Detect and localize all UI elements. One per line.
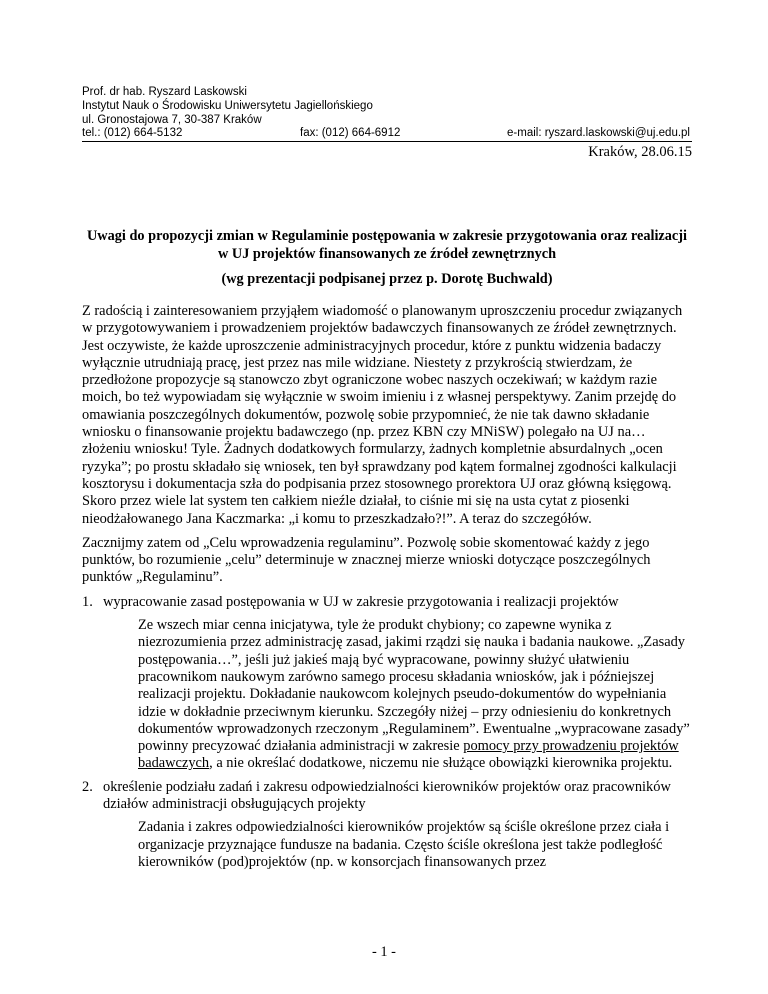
document-date: Kraków, 28.06.15 [588, 144, 692, 160]
list-item-comment [138, 819, 694, 871]
phone-number: tel.: (012) 664-5132 [82, 127, 183, 140]
comment-text: Ze wszech miar cenna inicjatywa, tyle że produkt chybiony; co zapewne wynika z niezrozumienia przez administrację zasad, jakimi rządzi się nauka i badania naukowe. „Zasady postępowania…”, jeśli już jakieś mają być wypracowane, powinny służyć ułatwieniu pracownikom naukowym zarówno samego procesu składania wniosków, jak i późniejszej realizacji projektu. Dokładanie naukowcom kolejnych pseudo-dokumentów do wypełniania idzie w dokładnie przeciwnym kierunku. Szczegóły niżej – przy odniesieniu do konkretnych dokumentów wprowadzonych rzeczonym „Regulaminem”. Ewentualne „wypracowane zasady” powinny precyzować działania administracji w zakresie [138, 617, 690, 755]
comment-text: Zadania i zakres odpowiedzialności kierowników projektów są ściśle określone przez ciała i organizacje przyznające fundusze na badania. Często ściśle określona jest także podległość kierowników (pod)projektów (np. w konsorcjach finansowanych przez [138, 819, 670, 870]
list-item-number: 1. [82, 593, 93, 610]
fax-number: fax: (012) 664-6912 [300, 127, 401, 140]
document-subtitle: (wg prezentacji podpisanej przez p. Dorotę Buchwald) [221, 271, 553, 287]
comment-text-end: , a nie określać dodatkowe, niczemu nie służące obowiązki kierownika projektu. [209, 755, 673, 772]
header-divider [82, 141, 692, 142]
email-address[interactable]: e-mail: ryszard.laskowski@uj.edu.pl [507, 127, 690, 140]
list-item-text: określenie podziału zadań i zakresu odpowiedzialności kierowników projektów oraz pracowników działów administracji obsługujących projekty [103, 778, 671, 813]
contact-row [82, 127, 690, 141]
list-item-heading [82, 779, 694, 814]
letterhead [82, 86, 690, 141]
page-number: - 1 - [372, 944, 396, 960]
list-item-text: wypracowanie zasad postępowania w UJ w zakresie przygotowania i realizacji projektów [103, 593, 619, 610]
author-name: Prof. dr hab. Ryszard Laskowski [82, 86, 247, 98]
goals-paragraph: Zacznijmy zatem od „Celu wprowadzenia regulaminu”. Pozwolę sobie skomentować każdy z jego punktów, bo rozumienie „celu” determinuje w znacznej mierze wnioski dotyczące poszczególnych punktów „Regulaminu”. [82, 534, 651, 586]
list-item-number: 2. [82, 778, 93, 795]
document-title: Uwagi do propozycji zmian w Regulaminie postępowania w zakresie przygotowania oraz realizacji w UJ projektów finansowanych ze źródeł zewnętrznych [86, 228, 687, 262]
list-item-heading [82, 594, 694, 611]
document-body [82, 303, 694, 877]
institute-name: Instytut Nauk o Środowisku Uniwersytetu Jagiellońskiego [82, 99, 373, 112]
goals-list [82, 594, 694, 871]
address: ul. Gronostajowa 7, 30-387 Kraków [82, 113, 262, 126]
underlined-phrase: pomocy przy prowadzeniu projektów badawczych [138, 738, 679, 772]
list-item-comment [138, 617, 694, 773]
intro-paragraph: Z radością i zainteresowaniem przyjąłem wiadomość o planowanym uproszczeniu procedur związanych w przygotowywaniem i prowadzeniem projektów badawczych finansowanych ze źródeł zewnętrznych. Jest oczywiste, że każde uproszczenie administracyjnych procedur, które z punktu widzenia badaczy wyłącznie utrudniają pracę, jest przez nas mile widziane. Niestety z przykrością stwierdzam, że przedłożone propozycje są stanowczo zbyt ograniczone wobec naszych oczekiwań; w każdym razie moich, bo też wypowiadam się wyłącznie w swoim imieniu i z własnej perspektywy. Zanim przejdę do omawiania poszczególnych dokumentów, pozwolę sobie przypomnieć, że nie tak dawno składanie wniosku o finansowanie projektu badawczego (np. przez KBN czy MNiSW) polegało na UJ na… złożeniu wniosku! Tyle. Żadnych dodatkowych formularzy, żadnych kompletnie absurdalnych „ocen ryzyka”; po prostu składało się wniosek, ten był sprawdzany pod kątem formalnej zgodności kalkulacji kosztorysu i dokumentacja szła do podpisania przez stosownego prorektora UJ oraz główną księgową. Skoro przez wiele lat system ten całkiem nieźle działał, to ciśnie mi się na usta cytat z piosenki nieodżałowanego Jana Kaczmarka: „i komu to przeszkadzało?!”. A teraz do szczegółów. [82, 303, 683, 527]
